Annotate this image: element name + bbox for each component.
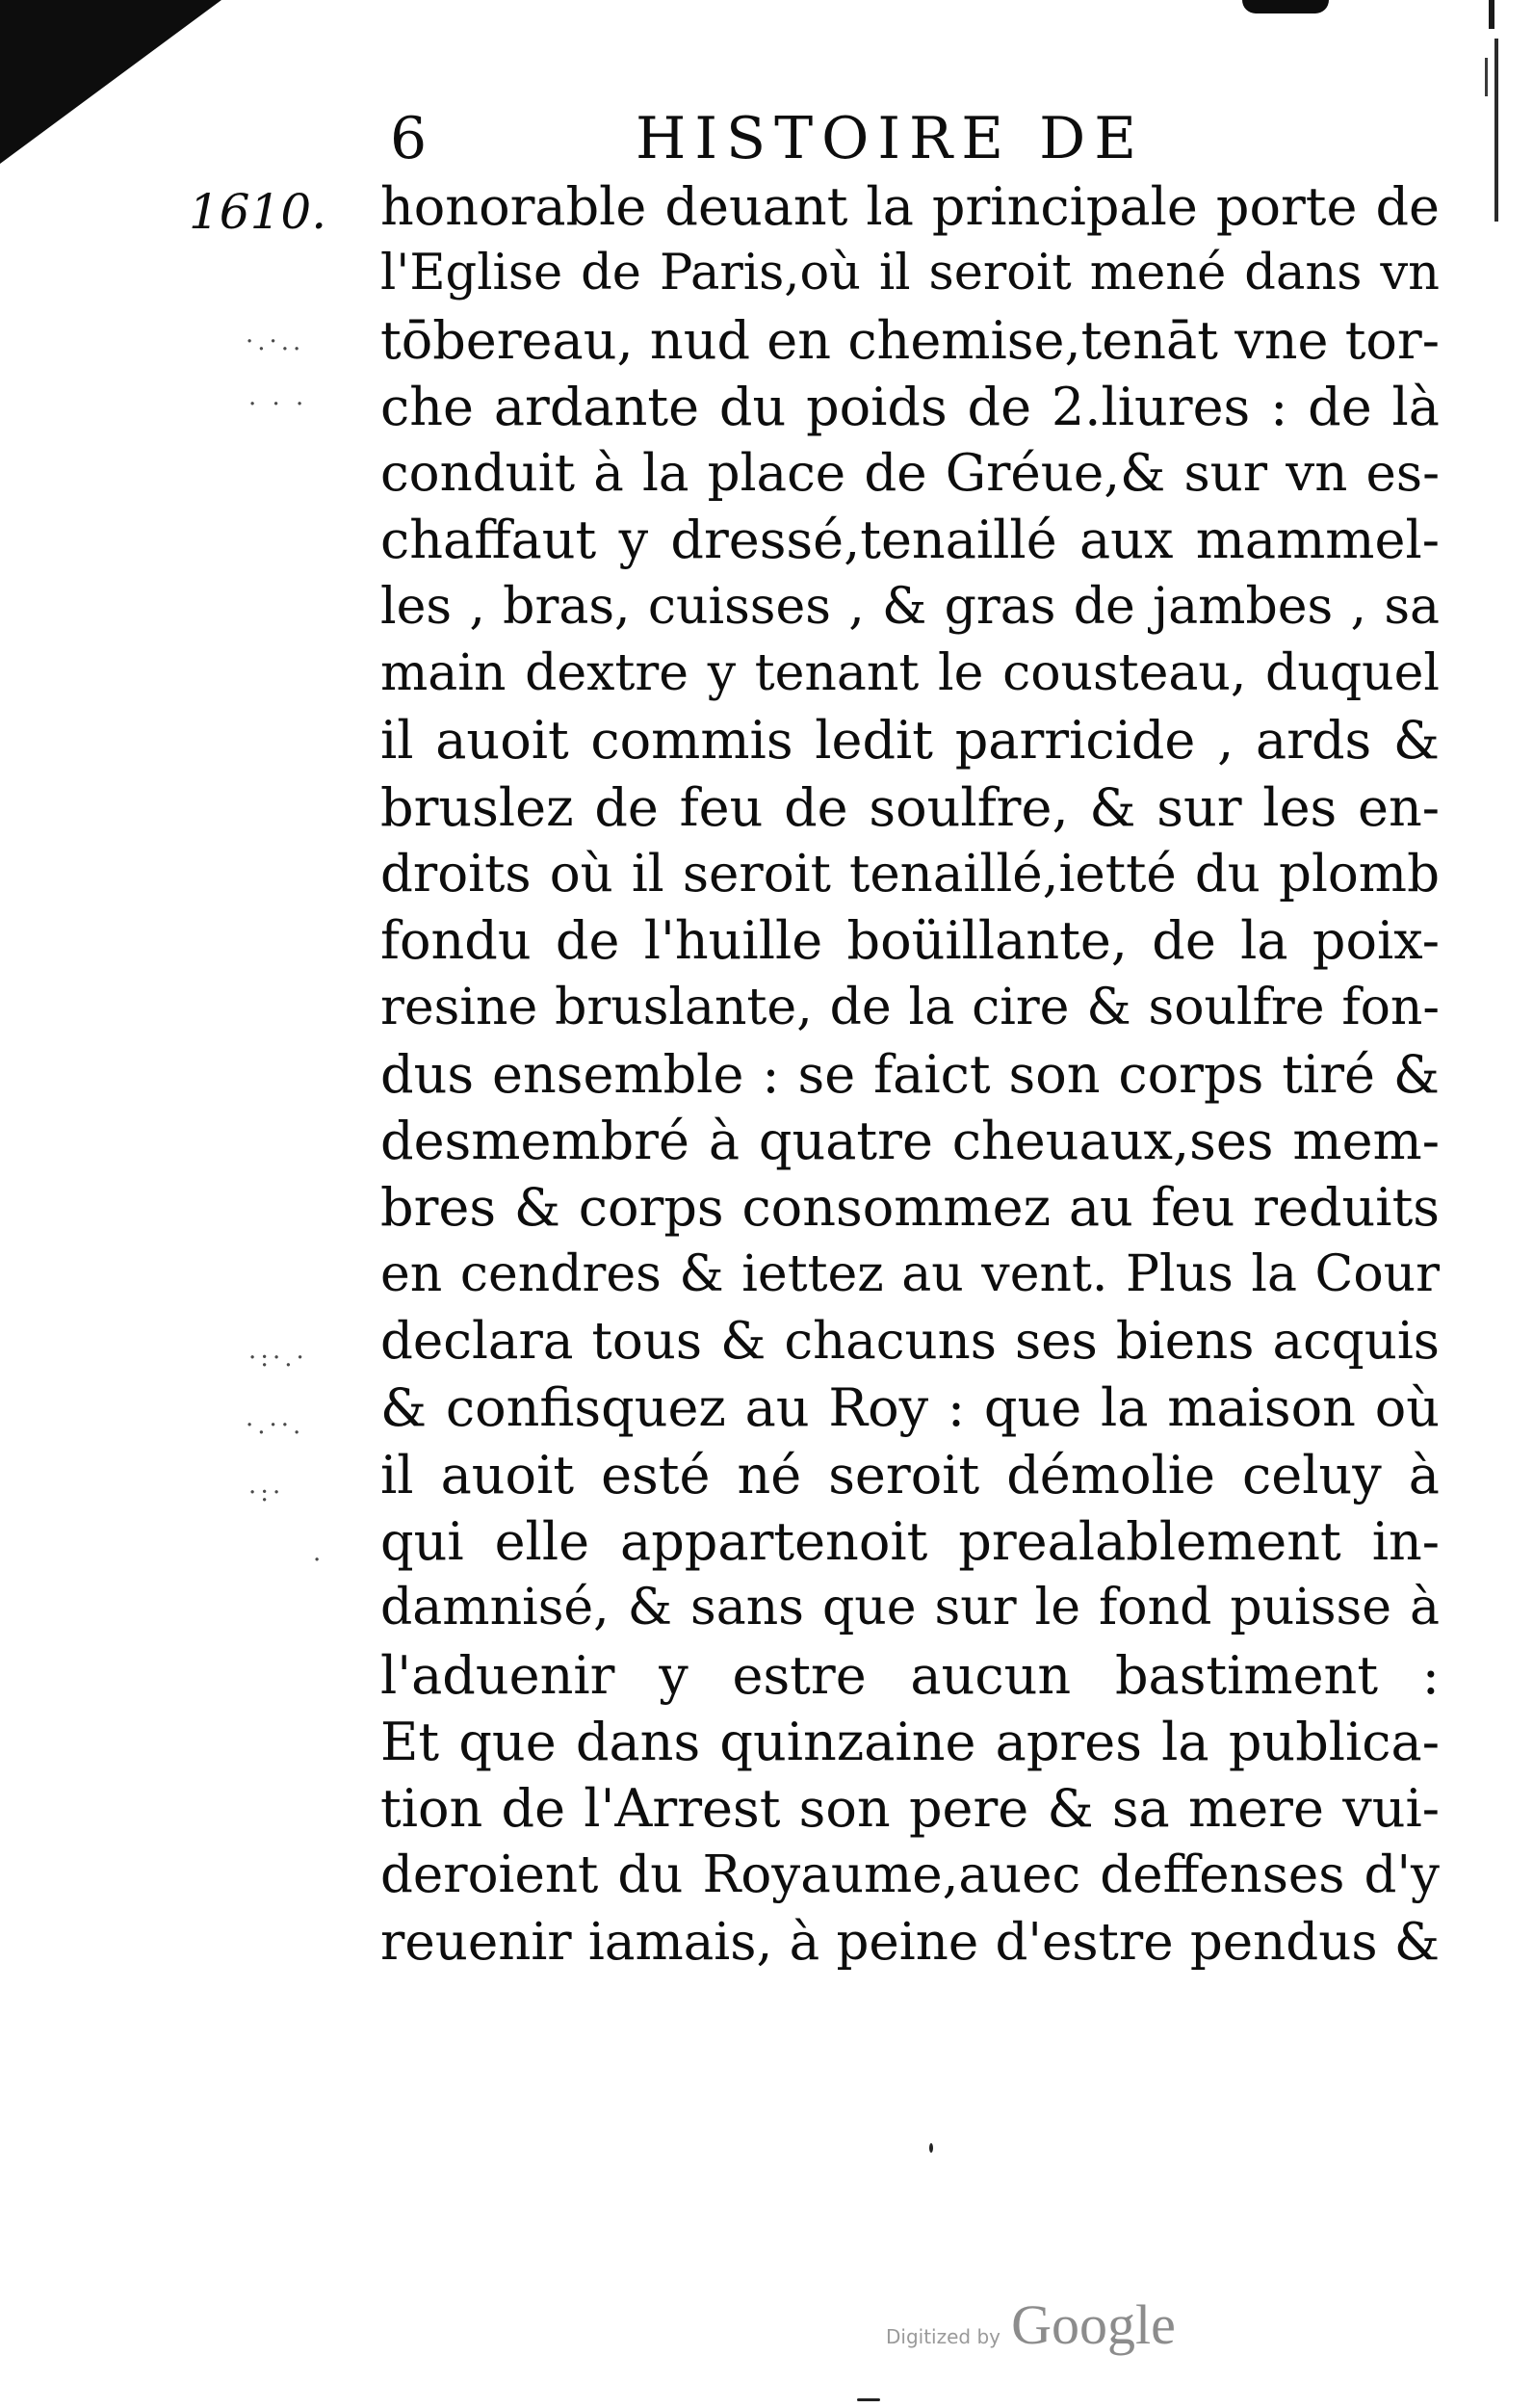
text-line: desmembré à quatre cheuaux,ses mem- (380, 1111, 1440, 1172)
text-line: che ardante du poids de 2.liures : de là (380, 376, 1440, 437)
text-line: reuenir iamais, à peine d'estre pendus & (380, 1912, 1440, 1972)
text-line: l'aduenir y estre aucun bastiment : (380, 1644, 1440, 1706)
text-line: conduit à la place de Gréue,& sur vn es- (380, 444, 1440, 504)
body-text (380, 173, 1449, 2023)
text-line: les , bras, cuisses , & gras de jambes , sa (380, 577, 1440, 636)
text-line: qui elle appartenoit prealablement in- (380, 1510, 1440, 1572)
text-line: main dextre y tenant le cousteau, duquel (380, 644, 1440, 703)
text-line: fondu de l'huille boüillante, de la poix- (380, 910, 1440, 972)
text-line: deroient du Royaume,auec deffenses d'y (380, 1845, 1440, 1905)
text-line: tōbereau, nud en chemise,tenāt vne tor- (380, 309, 1440, 371)
digitized-by-label: Digitized by (886, 2325, 1000, 2348)
text-line: resine bruslante, de la cire & soulfre fon- (380, 978, 1440, 1036)
text-line: tion de l'Arrest son pere & sa mere vui- (380, 1778, 1440, 1840)
text-line: declara tous & chacuns ses biens acquis (380, 1312, 1440, 1372)
running-head (390, 100, 1430, 177)
scan-edge-strip (1475, 0, 1506, 222)
text-line: & confisquez au Roy : que la maison où (380, 1377, 1440, 1439)
text-line: bres & corps consommez au feu reduits (380, 1177, 1440, 1239)
margin-year-note: 1610. (189, 184, 327, 240)
margin-specks: ·:· (248, 1479, 285, 1507)
digitization-stamp (886, 2292, 1176, 2356)
text-line: droits où il seroit tenaillé,ietté du plomb (380, 844, 1440, 903)
margin-specks: ·.·.. (246, 327, 305, 356)
running-title: HISTOIRE DE (636, 105, 1145, 172)
text-line: damnisé, & sans que sur le fond puisse à (380, 1579, 1440, 1637)
text-line: chaffaut y dressé,tenaillé aux mammel- (380, 510, 1440, 571)
scan-edge-mark (1242, 0, 1329, 13)
margin-specks: · · · (248, 390, 308, 419)
text-line: en cendres & iettez au vent. Plus la Cour (380, 1244, 1440, 1303)
margin-specks: ·.··. (246, 1411, 305, 1440)
text-line: honorable deuant la principale porte de (380, 176, 1440, 237)
text-line: bruslez de feu de soulfre, & sur les en- (380, 776, 1440, 838)
margin-specks: · (313, 1546, 325, 1575)
page-number: 6 (390, 105, 436, 172)
google-logo: Google (1011, 2293, 1176, 2356)
ink-speck (857, 2398, 880, 2401)
text-line: Et que dans quinzaine apres la publica- (380, 1711, 1440, 1772)
margin-specks: ·:·.· (248, 1344, 308, 1373)
text-line: il auoit esté né seroit démolie celuy à (380, 1444, 1440, 1505)
text-line: dus ensemble : se faict son corps tiré & (380, 1043, 1440, 1105)
text-line: l'Eglise de Paris,où il seroit mené dans vn (380, 245, 1440, 302)
ink-speck (929, 2143, 933, 2153)
text-line: il auoit commis ledit parricide , ards & (380, 710, 1440, 772)
scan-corner-shadow (0, 0, 221, 164)
